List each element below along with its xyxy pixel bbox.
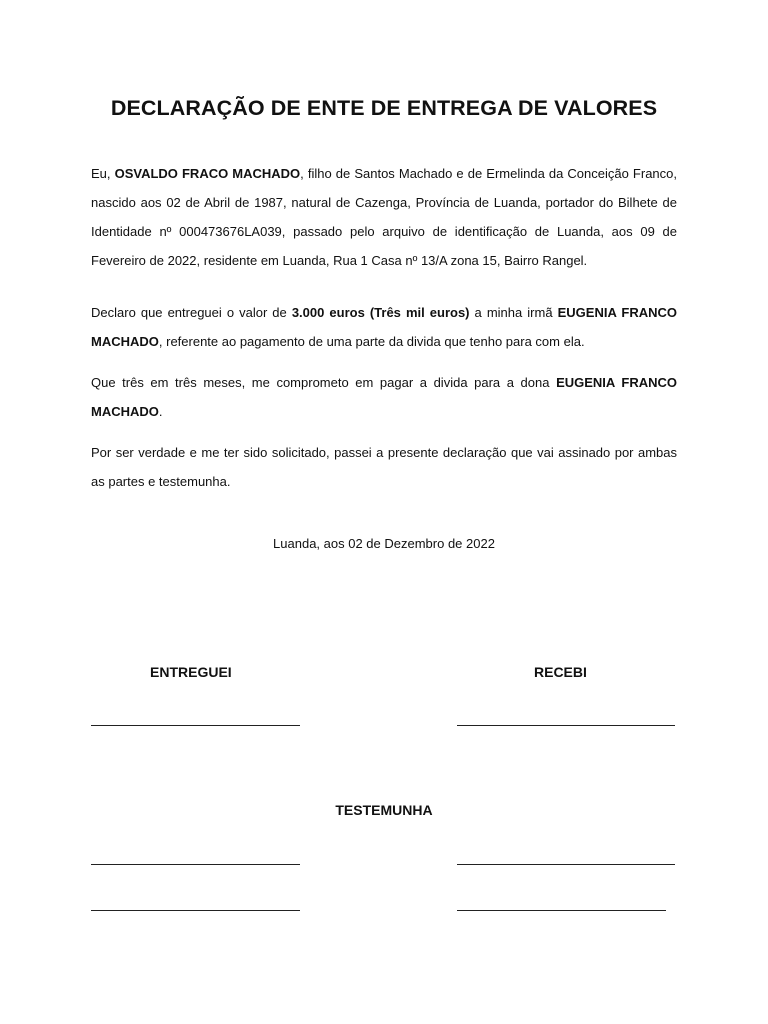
signature-line-received xyxy=(457,725,675,726)
paragraph-commitment-text: . xyxy=(158,404,163,419)
declarant-name: OSVALDO FRACO MACHADO xyxy=(114,166,301,181)
document-title: DECLARAÇÃO DE ENTE DE ENTREGA DE VALORES xyxy=(110,96,658,120)
paragraph-declaration-intro: Declaro que entreguei o valor de xyxy=(91,305,292,320)
paragraph-closing: Por ser verdade e me ter sido solicitado, passei a presente declaração que vai assinado por ambas as partes e testemunha. xyxy=(91,445,677,489)
paragraph-identification-intro: Eu, xyxy=(91,166,115,181)
paragraph-identification-text: , filho de Santos Machado e de Ermelinda da Conceição Franco, nascido aos 02 de Abril de 1987, natural de Cazenga, Província de Luanda, portador do Bilhete de Identidade nº 000473676LA039, passado pelo arquivo de identificação de Luanda, aos 09 de Fevereiro de 2022, residente em Luanda, Rua 1 Casa nº 13/A zona 15, Bairro Rangel. xyxy=(91,166,677,268)
paragraph-declaration-mid: a minha irmã xyxy=(469,305,558,320)
signature-line-witness-2-right xyxy=(457,910,666,911)
witness-label: TESTEMUNHA xyxy=(335,802,433,818)
recipient-name-2: EUGENIA FRANCO MACHADO xyxy=(91,375,678,419)
paragraph-commitment-intro: Que três em três meses, me comprometo em pagar a divida para a dona xyxy=(91,375,557,390)
place-and-date: Luanda, aos 02 de Dezembro de 2022 xyxy=(273,536,495,551)
signature-line-delivered xyxy=(91,725,300,726)
paragraph-declaration-text: , referente ao pagamento de uma parte da divida que tenho para com ela. xyxy=(158,334,585,349)
signature-line-witness-1-left xyxy=(91,864,300,865)
signature-line-witness-2-left xyxy=(91,910,300,911)
paragraph-declaration xyxy=(91,298,677,356)
signature-line-witness-1-right xyxy=(457,864,675,865)
paragraph-identification xyxy=(91,159,677,275)
recipient-name: EUGENIA FRANCO MACHADO xyxy=(91,305,678,349)
delivered-label: ENTREGUEI xyxy=(150,664,232,680)
received-label: RECEBI xyxy=(534,664,587,680)
amount-value: 3.000 euros (Três mil euros) xyxy=(291,305,470,320)
paragraph-commitment xyxy=(91,368,677,426)
